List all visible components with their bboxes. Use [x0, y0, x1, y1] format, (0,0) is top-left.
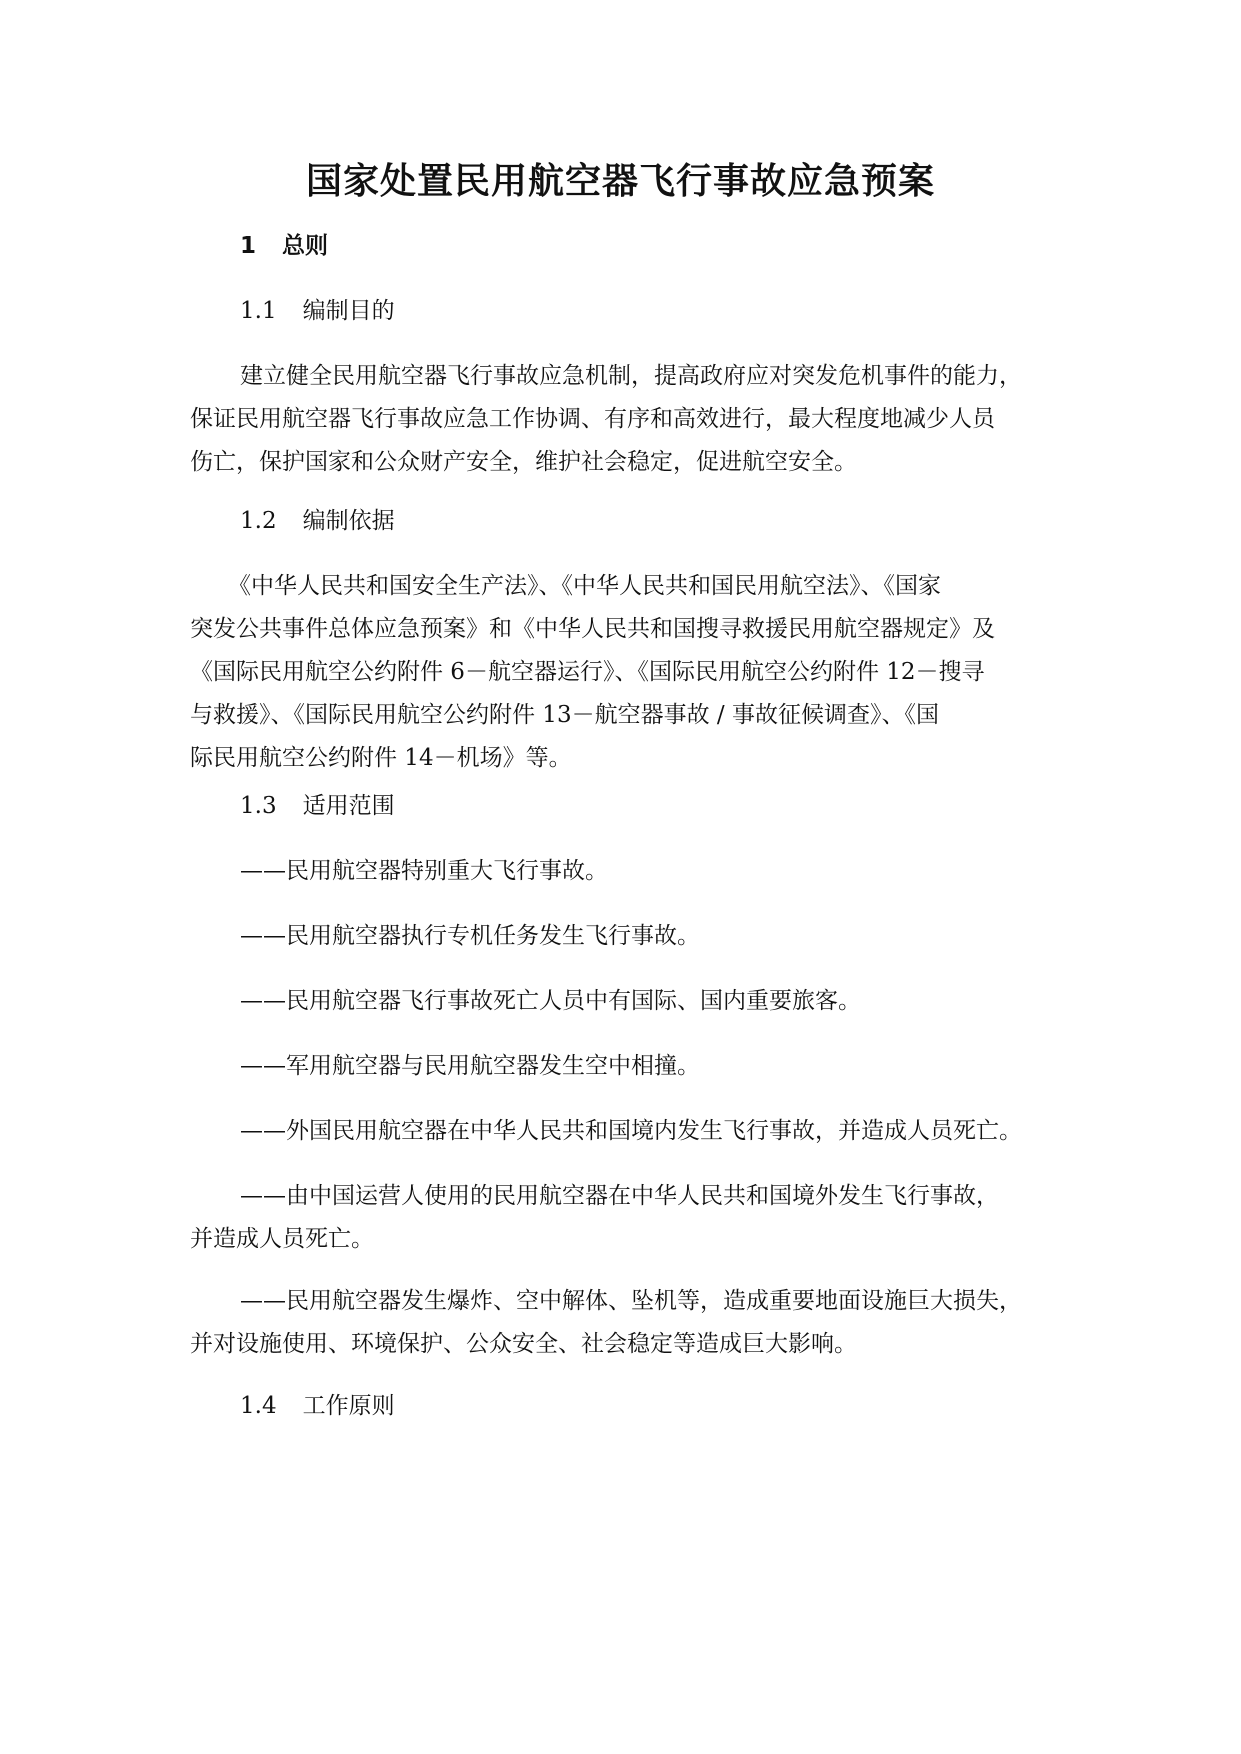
paragraph-line: 保证民用航空器飞行事故应急工作协调、有序和高效进行，最大程度地减少人员 [190, 406, 995, 432]
section-title: 总则 [282, 233, 329, 259]
paragraph-line: 《中华人民共和国安全生产法》、《中华人民共和国民用航空法》、《国家 [228, 573, 941, 599]
section-heading-1-3 [240, 785, 1110, 828]
scope-item-line: ——民用航空器执行专机任务发生飞行事故。 [240, 923, 700, 949]
document-title: 国家处置民用航空器飞行事故应急预案 [305, 161, 935, 202]
section-number: 1.2 [240, 508, 277, 534]
scope-item-line: ——民用航空器特别重大飞行事故。 [240, 858, 608, 884]
scope-item-line: 并造成人员死亡。 [190, 1226, 374, 1252]
section-heading-1-1 [240, 290, 1110, 333]
section-heading-1-4 [240, 1385, 1110, 1428]
scope-item-line: ——由中国运营人使用的民用航空器在中华人民共和国境外发生飞行事故， [240, 1183, 999, 1209]
section-number: 1 [240, 233, 257, 259]
section-number: 1.3 [240, 793, 277, 819]
scope-item-line: 并对设施使用、环境保护、公众安全、社会稳定等造成巨大影响。 [190, 1331, 857, 1357]
section-title: 工作原则 [302, 1393, 395, 1419]
scope-item [190, 980, 1060, 1023]
paragraph-line: 突发公共事件总体应急预案》和《中华人民共和国搜寻救援民用航空器规定》及 [190, 616, 995, 642]
paragraph-line: 际民用航空公约附件 14－机场》等。 [190, 745, 572, 771]
paragraph-line: 与救援》、《国际民用航空公约附件 13－航空器事故 / 事故征候调查》、《国 [190, 702, 939, 728]
section-heading-1 [240, 225, 1110, 268]
scope-item [190, 915, 1060, 958]
section-title: 适用范围 [302, 793, 395, 819]
paragraph-line: 《国际民用航空公约附件 6－航空器运行》、《国际民用航空公约附件 12－搜寻 [190, 659, 985, 685]
scope-item [190, 1280, 1060, 1366]
paragraph-basis [190, 565, 1060, 780]
scope-item-line: ——外国民用航空器在中华人民共和国境内发生飞行事故，并造成人员死亡。 [240, 1118, 1022, 1144]
scope-item [190, 1045, 1060, 1088]
scope-item-line: ——民用航空器发生爆炸、空中解体、坠机等，造成重要地面设施巨大损失， [240, 1288, 1022, 1314]
section-title: 编制目的 [302, 298, 395, 324]
scope-item [190, 1175, 1060, 1261]
scope-item [190, 850, 1060, 893]
paragraph-line: 建立健全民用航空器飞行事故应急机制，提高政府应对突发危机事件的能力， [240, 363, 1022, 389]
section-number: 1.1 [240, 298, 277, 324]
paragraph-purpose [190, 355, 1060, 484]
section-number: 1.4 [240, 1393, 277, 1419]
scope-item-line: ——军用航空器与民用航空器发生空中相撞。 [240, 1053, 700, 1079]
section-heading-1-2 [240, 500, 1110, 543]
paragraph-line: 伤亡，保护国家和公众财产安全，维护社会稳定，促进航空安全。 [190, 449, 857, 475]
section-title: 编制依据 [302, 508, 395, 534]
scope-item-line: ——民用航空器飞行事故死亡人员中有国际、国内重要旅客。 [240, 988, 861, 1014]
scope-item [190, 1110, 1060, 1153]
